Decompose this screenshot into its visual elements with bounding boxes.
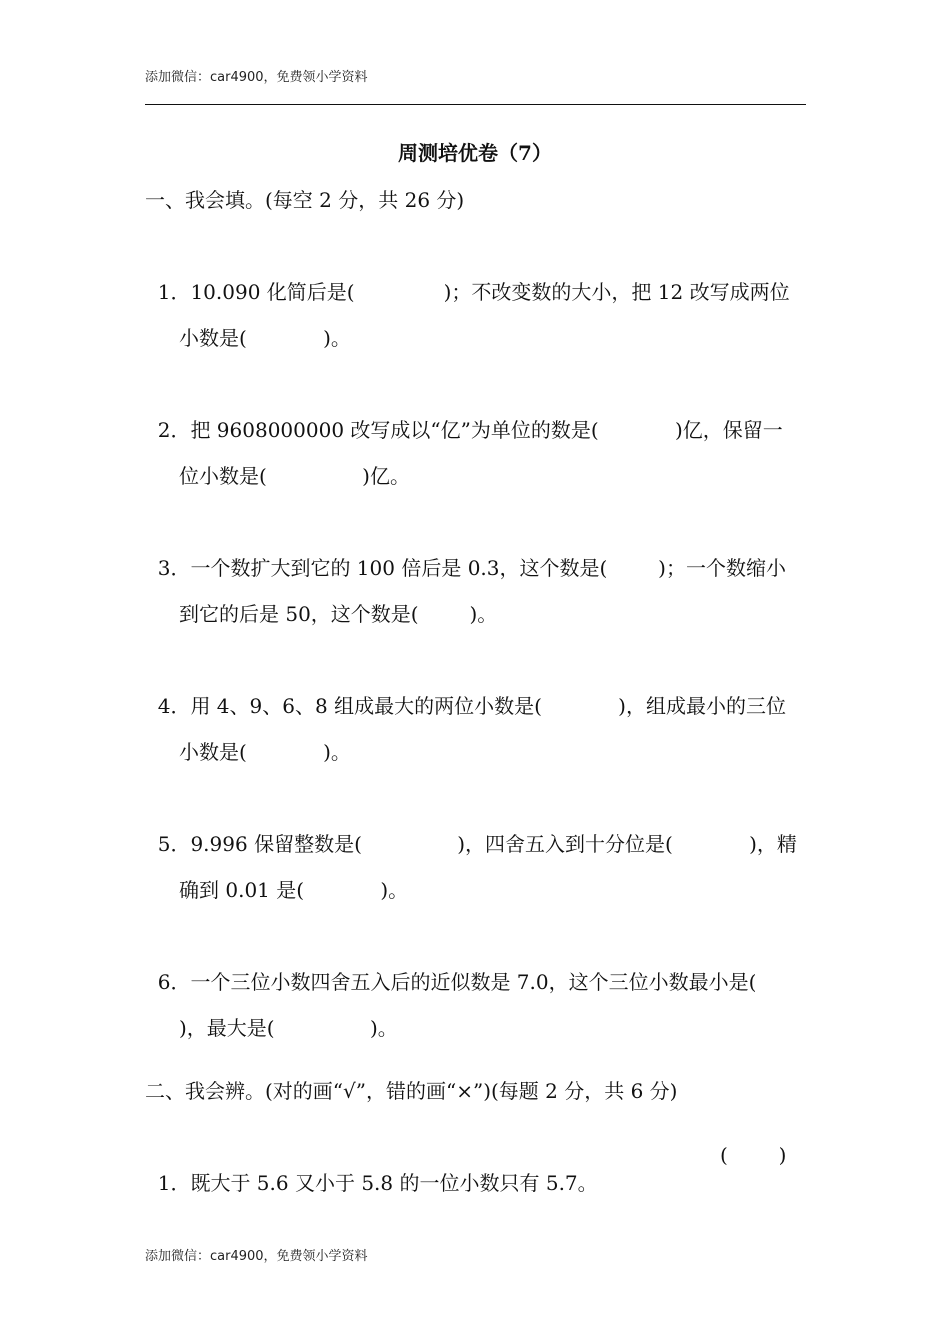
answer-bracket: ( ) (720, 1143, 787, 1167)
section-1-heading: 一、我会填。(每空 2 分，共 26 分) (145, 188, 465, 212)
question-6 (145, 940, 756, 996)
question-text: 9.996 保留整数是( )，四舍五入到十分位是( )，精 (190, 832, 797, 856)
question-5-continuation: 确到 0.01 是( )。 (179, 878, 409, 902)
page-title: 周测培优卷（7） (398, 141, 552, 165)
question-text: 一个数扩大到它的 100 倍后是 0.3，这个数是( )；一个数缩小 (190, 556, 786, 580)
question-number: 3． (157, 556, 191, 580)
question-1 (145, 250, 790, 306)
question-text: 一个三位小数四舍五入后的近似数是 7.0，这个三位小数最小是( (190, 970, 757, 994)
question-2-continuation: 位小数是( )亿。 (179, 464, 410, 488)
section-2-heading: 二、我会辨。(对的画“√”，错的画“×”)(每题 2 分，共 6 分) (145, 1079, 678, 1103)
question-5 (145, 802, 797, 858)
question-text: 用 4、9、6、8 组成最大的两位小数是( )，组成最小的三位 (190, 694, 786, 718)
page-footer: 添加微信：car4900，免费领小学资料 (145, 1249, 368, 1264)
question-number: 1． (157, 1171, 191, 1195)
question-text: 把 9608000000 改写成以“亿”为单位的数是( )亿，保留一 (190, 418, 783, 442)
page-header: 添加微信：car4900，免费领小学资料 (145, 70, 368, 85)
question-3 (145, 526, 786, 582)
question-6-continuation: )，最大是( )。 (179, 1016, 398, 1040)
question-3-continuation: 到它的后是 50，这个数是( )。 (179, 602, 498, 626)
question-number: 1． (157, 280, 191, 304)
header-rule (145, 104, 806, 105)
question-number: 5． (157, 832, 191, 856)
question-1-continuation: 小数是( )。 (179, 326, 351, 350)
question-number: 6． (157, 970, 191, 994)
question-2 (145, 388, 783, 444)
question-text: 既大于 5.6 又小于 5.8 的一位小数只有 5.7。 (190, 1171, 598, 1195)
question-text: 10.090 化简后是( )；不改变数的大小，把 12 改写成两位 (190, 280, 790, 304)
question-4 (145, 664, 786, 720)
question-number: 2． (157, 418, 191, 442)
question-number: 4． (157, 694, 191, 718)
judge-item-1 (145, 1141, 598, 1197)
question-4-continuation: 小数是( )。 (179, 740, 351, 764)
